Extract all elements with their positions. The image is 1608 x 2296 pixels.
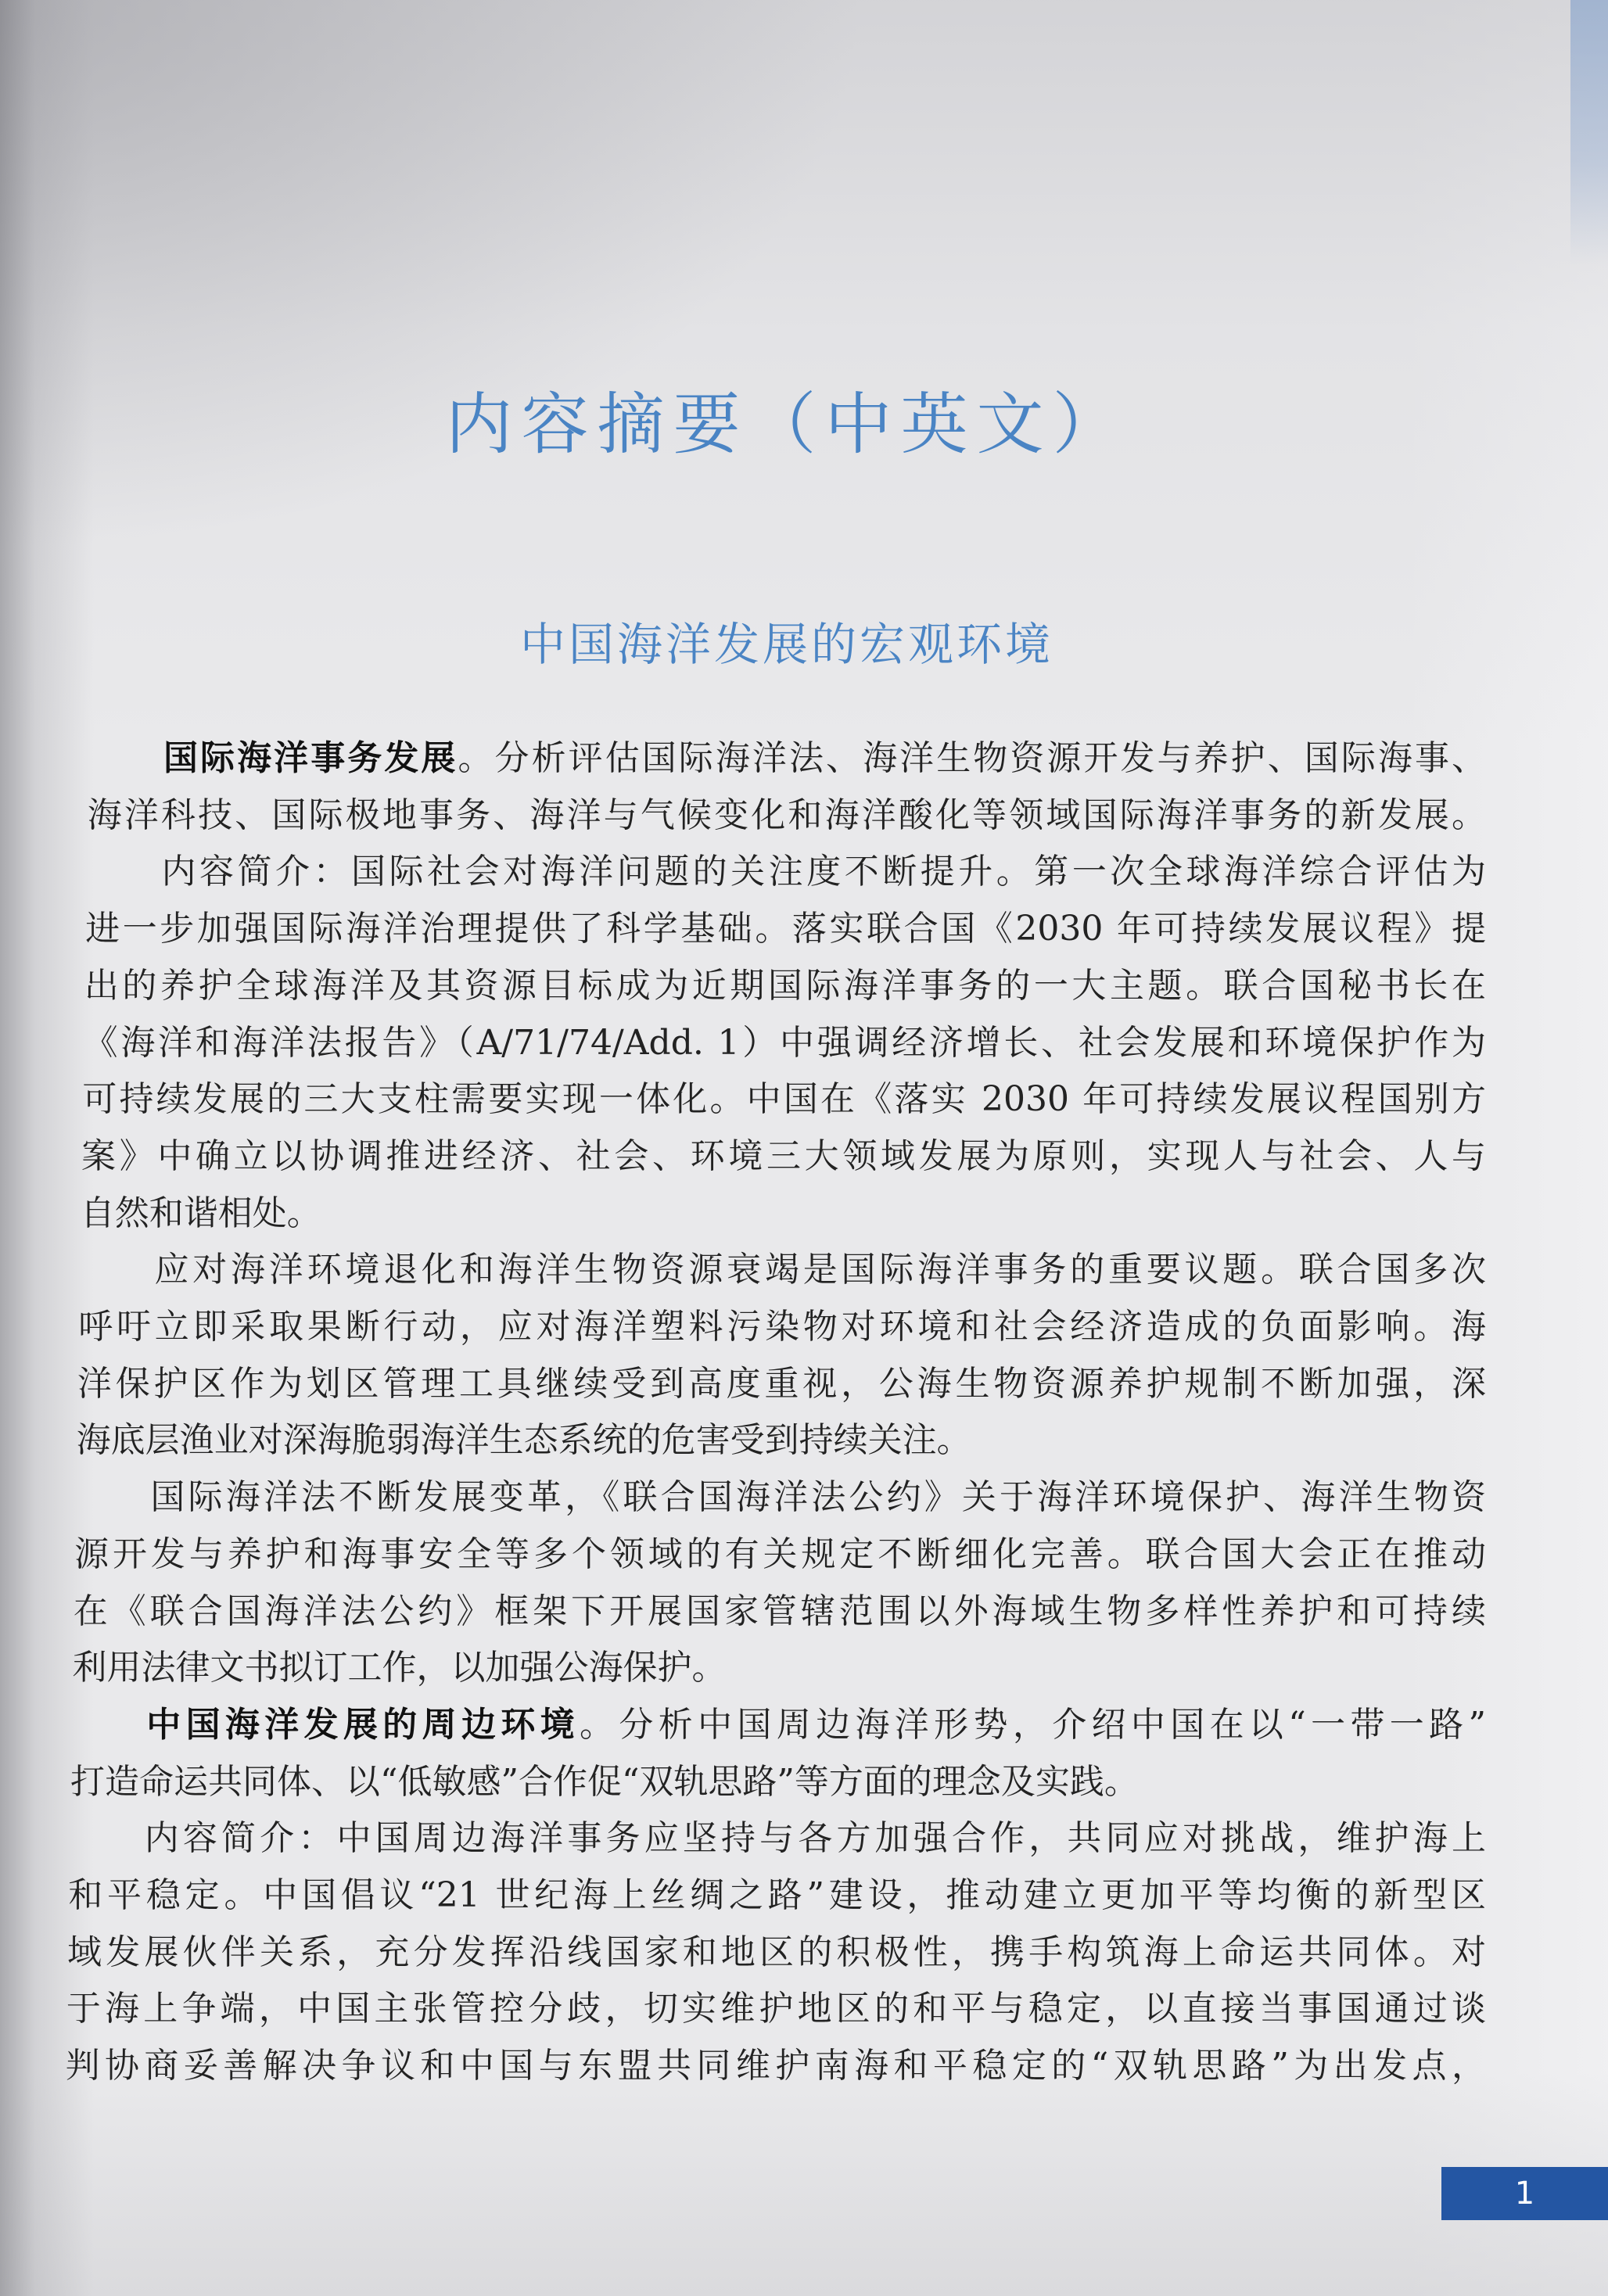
adjacent-page-edge-tab — [1570, 0, 1608, 266]
text-line — [82, 1071, 1486, 1128]
text-line — [161, 844, 1486, 900]
line-text: 案》中确立以协调推进经济、社会、环境三大领域发展为原则，实现人与社会、人与 — [81, 1135, 1486, 1176]
text-line — [84, 1015, 1486, 1071]
text-line — [66, 1981, 1486, 2037]
text-line — [154, 1242, 1486, 1298]
line-text: 打造命运共同体、以“低敏感”合作促“双轨思路”等方面的理念及实践。 — [70, 1761, 1139, 1802]
text-line — [88, 787, 1486, 844]
line-text: 。分析中国周边海洋形势，介绍中国在以“一带一路” — [580, 1704, 1486, 1745]
bold-lead-heading: 中国海洋发展的周边环境 — [146, 1704, 580, 1745]
line-text: 应对海洋环境退化和海洋生物资源衰竭是国际海洋事务的重要议题。联合国多次 — [154, 1250, 1486, 1290]
line-text: 内容简介：中国周边海洋事务应坚持与各方加强合作，共同应对挑战，维护海上 — [144, 1818, 1486, 1859]
line-text: 海洋科技、国际极地事务、海洋与气候变化和海洋酸化等领域国际海洋事务的新发展。 — [87, 795, 1486, 835]
text-line — [85, 901, 1486, 957]
text-line — [145, 1810, 1486, 1867]
text-line — [67, 1925, 1486, 1981]
page-number: 1 — [1514, 2176, 1535, 2212]
text-line — [150, 1469, 1486, 1526]
text-line — [81, 1186, 1486, 1242]
text-line — [68, 1867, 1486, 1924]
line-text: 源开发与养护和海事安全等多个领域的有关规定不断细化完善。联合国大会正在推动 — [74, 1534, 1486, 1574]
line-text: 自然和谐相处。 — [80, 1193, 321, 1233]
page-title: 内容摘要（中英文） — [445, 386, 1129, 464]
text-line — [70, 1754, 1486, 1810]
line-text: 海底层渔业对深海脆弱海洋生态系统的危害受到持续关注。 — [76, 1420, 971, 1461]
text-line — [73, 1640, 1486, 1696]
text-line — [74, 1584, 1486, 1640]
line-text: 呼吁立即采取果断行动，应对海洋塑料污染物对环境和社会经济造成的负面影响。海 — [78, 1307, 1486, 1347]
text-line — [77, 1412, 1486, 1469]
text-line — [78, 1299, 1486, 1355]
line-text: 判协商妥善解决争议和中国与东盟共同维护南海和平稳定的“双轨思路”为出发点， — [65, 2046, 1486, 2086]
line-text: 可持续发展的三大支柱需要实现一体化。中国在《落实 2030 年可持续发展议程国别方 — [82, 1079, 1486, 1120]
line-text: 进一步加强国际海洋治理提供了科学基础。落实联合国《2030 年可持续发展议程》提 — [85, 909, 1486, 949]
bold-lead-heading: 国际海洋事务发展 — [163, 738, 458, 778]
line-text: 在《联合国海洋法公约》框架下开展国家管辖范围以外海域生物多样性养护和可持续 — [73, 1591, 1486, 1631]
text-line — [146, 1697, 1486, 1753]
line-text: 和平稳定。中国倡议“21 世纪海上丝绸之路”建设，推动建立更加平等均衡的新型区 — [68, 1875, 1486, 1915]
line-text: 《海洋和海洋法报告》（A/71/74/Add. 1）中强调经济增长、社会发展和环境保护作为 — [83, 1022, 1486, 1063]
line-text: 利用法律文书拟订工作，以加强公海保护。 — [72, 1648, 727, 1688]
text-line — [163, 730, 1486, 787]
line-text: 。分析评估国际海洋法、海洋生物资源开发与养护、国际海事、 — [458, 738, 1487, 778]
text-line — [77, 1356, 1486, 1412]
line-text: 出的养护全球海洋及其资源目标成为近期国际海洋事务的一大主题。联合国秘书长在 — [84, 965, 1486, 1006]
line-text: 洋保护区作为划区管理工具继续受到高度重视，公海生物资源养护规制不断加强，深 — [77, 1363, 1486, 1404]
text-line — [74, 1526, 1486, 1583]
text-line — [81, 1128, 1486, 1185]
line-text: 内容简介：国际社会对海洋问题的关注度不断提升。第一次全球海洋综合评估为 — [161, 852, 1486, 892]
line-text: 国际海洋法不断发展变革，《联合国海洋法公约》关于海洋环境保护、海洋生物资 — [150, 1477, 1486, 1518]
line-text: 域发展伙伴关系，充分发挥沿线国家和地区的积极性，携手构筑海上命运共同体。对 — [67, 1932, 1486, 1972]
line-text: 于海上争端，中国主张管控分歧，切实维护地区的和平与稳定，以直接当事国通过谈 — [66, 1989, 1486, 2029]
text-line — [66, 2038, 1486, 2094]
text-line — [84, 958, 1486, 1014]
page-number-box — [1441, 2167, 1608, 2220]
section-heading: 中国海洋发展的宏观环境 — [519, 618, 1053, 671]
